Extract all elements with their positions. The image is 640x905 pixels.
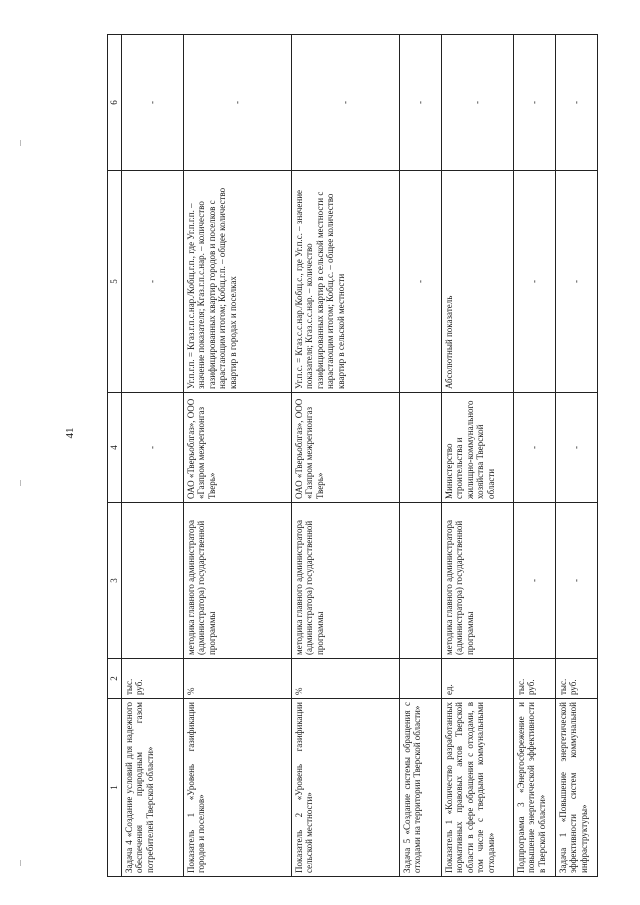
source-cell: - xyxy=(555,393,597,503)
note-cell: - xyxy=(555,35,597,171)
row-title: Показатель 1 «Количество разработанных нормативных правовых актов Тверской области в сфере обращения с отходами, в том числе с твердыми коммунальными отходами» xyxy=(441,699,513,877)
row-title: Показатель 2 «Уровень газификации сельской местности» xyxy=(291,699,399,877)
header-cell: 4 xyxy=(108,393,122,503)
note-cell: - xyxy=(183,35,291,171)
row-title: Показатель 1 «Уровень газификации городов и поселков» xyxy=(183,699,291,877)
header-row xyxy=(108,35,122,877)
header-cell: 2 xyxy=(108,659,122,699)
row-title: Подпрограмма 3 «Энергосбережение и повышение энергетической эффективности в Тверской области» xyxy=(513,699,555,877)
method-cell: методика главного администратора (администратора) государственной программы xyxy=(291,503,399,659)
row-title: Задача 5 «Создание системы обращения с отходами на территории Тверской области» xyxy=(399,699,441,877)
table-row xyxy=(291,35,399,877)
formula-cell: - xyxy=(555,171,597,393)
unit-cell: тыс. руб. xyxy=(513,659,555,699)
method-cell: методика главного администратора (администратора) государственной программы xyxy=(441,503,513,659)
unit-cell: тыс. руб. xyxy=(555,659,597,699)
header-cell: 3 xyxy=(108,503,122,659)
formula-cell: - xyxy=(513,171,555,393)
method-cell xyxy=(399,503,441,659)
formula-cell: Абсолютный показатель xyxy=(441,171,513,393)
unit-cell: тыс. руб. xyxy=(121,659,183,699)
table-row xyxy=(513,35,555,877)
table-row xyxy=(121,35,183,877)
method-cell xyxy=(121,503,183,659)
unit-cell: % xyxy=(183,659,291,699)
method-cell: - xyxy=(555,503,597,659)
source-cell: ОАО «Тверьоблгаз», ООО «Газпром межрегионгаз Тверь» xyxy=(291,393,399,503)
note-cell: - xyxy=(441,35,513,171)
table-row xyxy=(555,35,597,877)
source-cell: ОАО «Тверьоблгаз», ООО «Газпром межрегионгаз Тверь» xyxy=(183,393,291,503)
source-cell: Министерство строительства и жилищно-коммунального хозяйства Тверской области xyxy=(441,393,513,503)
formula-cell: Уг.п.г.п. = Кгаз.г.п.с.нар./Кобщ.г.п., где Уг.п.г.п. – значение показателя; Кгаз.г.п.с.нар. – количество газифицированных квартир городов и поселков с нарастающим итогом; Кобщ.г.п. – общее количество квартир в городах и поселках xyxy=(183,171,291,393)
unit-cell: % xyxy=(291,659,399,699)
table-row xyxy=(399,35,441,877)
formula-cell: - xyxy=(399,171,441,393)
header-cell: 1 xyxy=(108,699,122,877)
note-cell: - xyxy=(513,35,555,171)
unit-cell xyxy=(399,659,441,699)
formula-cell: - xyxy=(121,171,183,393)
note-cell: - xyxy=(291,35,399,171)
method-cell: методика главного администратора (администратора) государственной программы xyxy=(183,503,291,659)
header-cell: 5 xyxy=(108,171,122,393)
note-cell: - xyxy=(399,35,441,171)
page-number: 41 xyxy=(64,427,76,439)
note-cell: - xyxy=(121,35,183,171)
method-cell: - xyxy=(513,503,555,659)
table-row xyxy=(183,35,291,877)
rotated-page xyxy=(107,35,589,877)
source-cell xyxy=(399,393,441,503)
indicator-table xyxy=(107,34,598,877)
source-cell: - xyxy=(121,393,183,503)
unit-cell: ед. xyxy=(441,659,513,699)
source-cell: - xyxy=(513,393,555,503)
margin-mark xyxy=(20,480,21,486)
margin-mark xyxy=(20,860,21,866)
row-title: Задача 4 «Создание условий для надежного обеспечения природным газом потребителей Тверской области» xyxy=(121,699,183,877)
header-cell: 6 xyxy=(108,35,122,171)
formula-cell: Уг.п.с. = Кгаз.с.с.нар./Кобщ.с., где Уг.п.с. – значение показателя; Кгаз.с.с.нар. – количество газифицированных квартир в сельской местности с нарастающим итогом; Кобщ.с. – общее количество квартир в сельской местности xyxy=(291,171,399,393)
table-row xyxy=(441,35,513,877)
row-title: Задача 1 «Повышение энергетической эффективности систем коммунальной инфраструктуры» xyxy=(555,699,597,877)
margin-mark xyxy=(20,140,21,146)
